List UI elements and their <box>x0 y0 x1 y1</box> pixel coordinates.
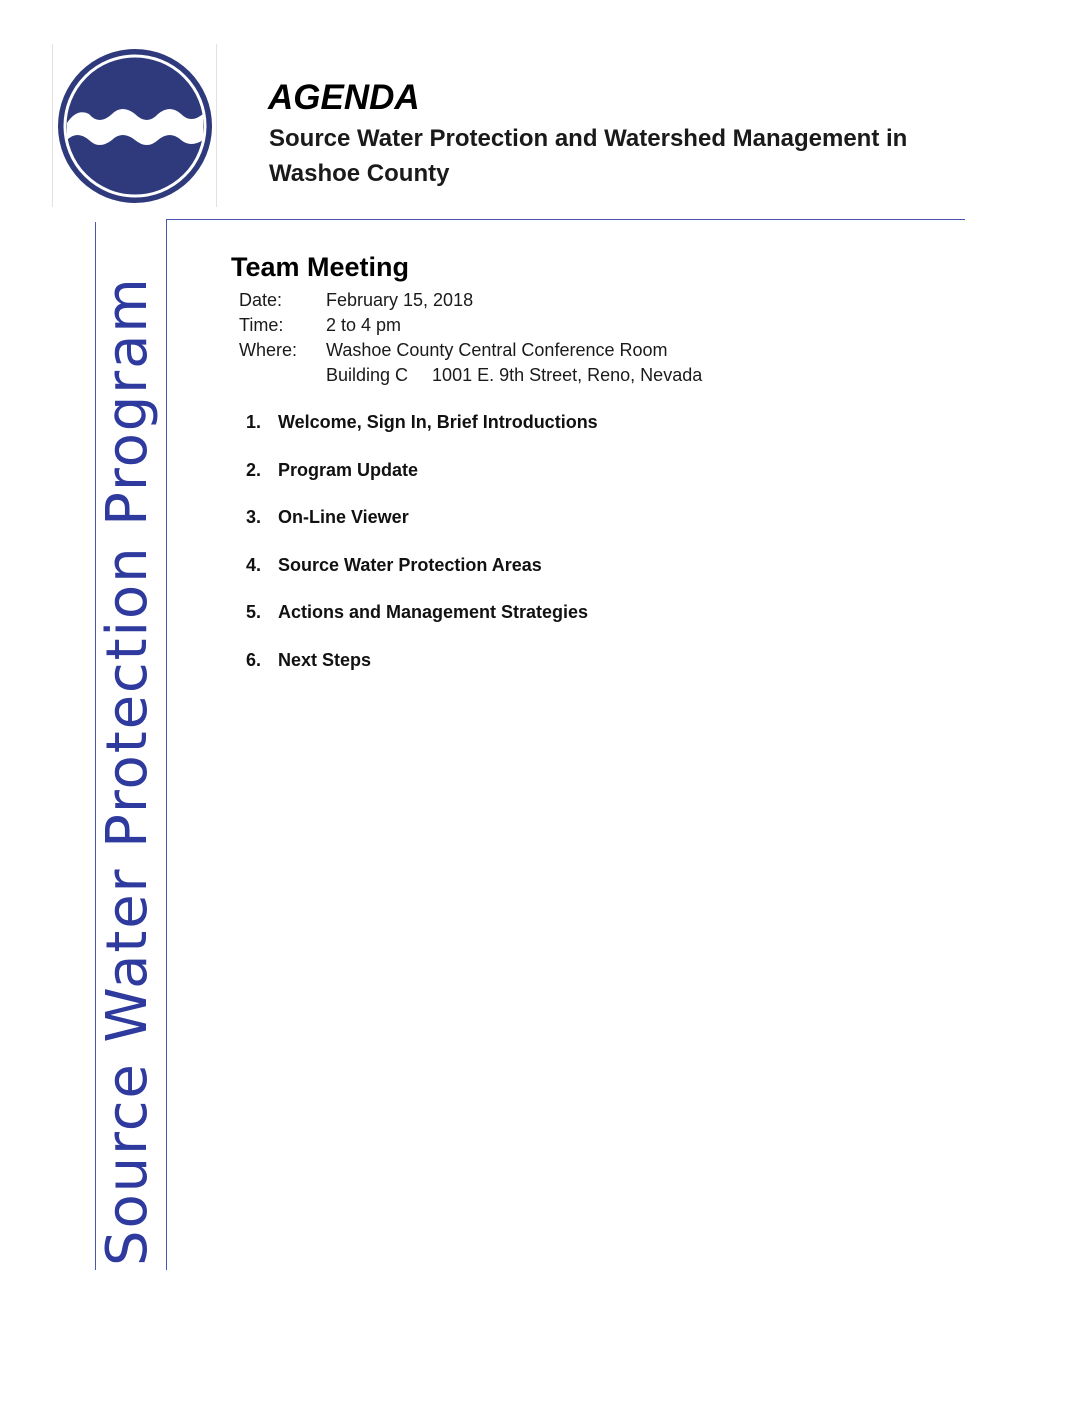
sidebar-vertical-title: Source Water Protection Program <box>95 276 160 1266</box>
header-divider <box>166 219 965 220</box>
agenda-item-number: 3. <box>246 507 262 527</box>
agenda-item-text: Actions and Management Strategies <box>278 602 589 622</box>
agenda-item-number: 6. <box>246 649 262 670</box>
agenda-item-text: Program Update <box>278 459 419 480</box>
agenda-item-number: 4. <box>246 554 262 575</box>
subtitle-line-2: Washoe County <box>269 160 450 187</box>
agenda-item-text: On-Line Viewer <box>278 507 409 527</box>
agenda-title: AGENDA <box>268 78 420 117</box>
where-building: Building C <box>326 365 409 385</box>
agenda-item-number: 1. <box>246 412 262 432</box>
date-value: February 15, 2018 <box>326 290 474 310</box>
subtitle-line-1: Source Water Protection and Watershed Management in <box>269 125 908 152</box>
agenda-item-number: 2. <box>246 459 262 480</box>
agenda-item-number: 5. <box>246 602 262 622</box>
time-value: 2 to 4 pm <box>326 315 402 335</box>
where-address: 1001 E. 9th Street, Reno, Nevada <box>432 365 703 385</box>
agenda-item-text: Next Steps <box>278 649 372 670</box>
logo-frame <box>52 44 217 207</box>
water-wave-icon <box>57 48 213 204</box>
document-subtitle <box>269 121 989 191</box>
content-left-divider <box>166 219 167 1270</box>
where-location: Washoe County Central Conference Room <box>326 340 668 360</box>
time-label: Time: <box>239 315 284 335</box>
where-address-line <box>326 363 702 388</box>
agenda-item-text: Source Water Protection Areas <box>278 554 542 575</box>
date-label: Date: <box>239 290 283 310</box>
where-label: Where: <box>239 340 298 360</box>
meeting-heading: Team Meeting <box>231 252 410 282</box>
agenda-item-text: Welcome, Sign In, Brief Introductions <box>278 412 598 432</box>
